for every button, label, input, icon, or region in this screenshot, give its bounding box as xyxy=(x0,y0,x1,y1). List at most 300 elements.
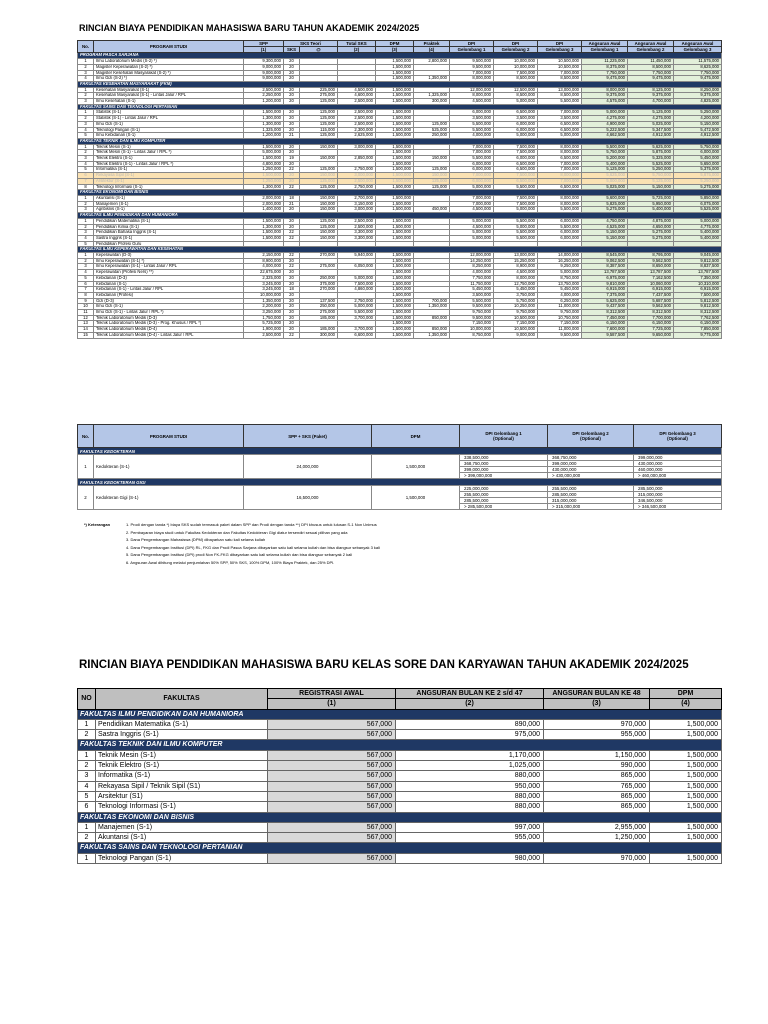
cell-value: 5,500,000 xyxy=(582,144,628,150)
header-no: No. xyxy=(78,425,94,448)
cell-value: 1,500,000 xyxy=(376,258,414,264)
cell-value: 7,000,000 xyxy=(538,70,582,76)
cell-value: 5,500,000 xyxy=(450,156,494,162)
header-angsuran-3: Angsuran Awal xyxy=(674,41,722,47)
cell-value: 1,500,000 xyxy=(650,853,722,863)
cell-value: 5,000,000 xyxy=(450,235,494,241)
cell-value: 2,955,000 xyxy=(544,822,650,832)
cell-value: 1,500,000 xyxy=(376,304,414,310)
header-angsuran-48: ANGSURAN BULAN KE 48 xyxy=(544,689,650,699)
cell-value: 1,500,000 xyxy=(376,235,414,241)
cell-value: 5,450,000 xyxy=(674,156,722,162)
cell-value: 1,500,000 xyxy=(376,156,414,162)
cell-value: 20 xyxy=(284,121,300,127)
cell-value: 5,000,000 xyxy=(538,133,582,139)
cell-value: 20 xyxy=(284,298,300,304)
cell-value: 13,000,000 xyxy=(494,253,538,259)
cell-value: 1,500,000 xyxy=(376,167,414,173)
cell-value: 12 xyxy=(78,315,94,321)
cell-value: 7,750,000 xyxy=(628,70,674,76)
cell-value: 8,312,500 xyxy=(582,310,628,316)
cell-value: 10,000,000 xyxy=(494,64,538,70)
table-row xyxy=(78,822,722,832)
cell-value: 5,725,000 xyxy=(628,195,674,201)
cell-value: 1,500,000 xyxy=(650,781,722,791)
program-name: Pendidikan Profesi Guru xyxy=(94,241,244,247)
cell-value: 5,275,000 xyxy=(628,235,674,241)
cell-value: 7,000,000 xyxy=(538,110,582,116)
cell-value: 450,000 xyxy=(414,207,450,213)
cell-value: 20 xyxy=(284,281,300,287)
cell-value: 975,000 xyxy=(396,730,544,740)
cell-value: 6,000,000 xyxy=(674,150,722,156)
program-name: Teknik Elektro (S-1) - Lintas Jalur / RPL *) xyxy=(94,161,244,167)
program-name: Kesehatan Masyarakat (S-1) xyxy=(94,87,244,93)
notes-label: *) Keterangan xyxy=(84,522,111,527)
cell-value: 1,350,000 xyxy=(414,332,450,338)
program-name: Ilmu Laboratorium Medis (S-2) *) xyxy=(94,59,244,65)
section-title: FAKULTAS ILMU PENDIDIKAN DAN HUMANIORA xyxy=(78,213,722,219)
cell-value: 10,250,000 xyxy=(494,304,538,310)
cell-value: 1 xyxy=(78,87,94,93)
cell-value: 22 xyxy=(284,167,300,173)
cell-value: 5,400,000 xyxy=(674,235,722,241)
cell-value: 5,812,500 xyxy=(674,298,722,304)
header-dpi-2: DPI xyxy=(494,41,538,47)
cell-value: 7,500,000 xyxy=(338,281,376,287)
cell-value: 2,500,000 xyxy=(338,224,376,230)
program-name: Ilmu Gizi (S-1) xyxy=(94,121,244,127)
dpi3-option: 285,500,000 xyxy=(634,486,722,492)
cell-value: 6,600,000 xyxy=(338,332,376,338)
dpi2-option: 399,000,000 xyxy=(548,461,634,467)
faculty-program: Pendidikan Matematika (S-1) xyxy=(96,719,268,729)
document-title: RINCIAN BIAYA PENDIDIKAN MAHASISWA BARU TAHUN AKADEMIK 2024/2025 xyxy=(79,23,420,33)
cell-value: 150,000 xyxy=(300,195,338,201)
dpm-value: 1,500,000 xyxy=(372,486,460,510)
cell-value: 990,000 xyxy=(544,761,650,771)
cell-value: 2,500,000 xyxy=(338,110,376,116)
cell-value: 7,000,000 xyxy=(450,201,494,207)
cell-value: 3 xyxy=(78,121,94,127)
cell-value: 9,000,000 xyxy=(244,64,284,70)
program-name: Pendidikan Matematika (S-1) xyxy=(94,218,244,224)
cell-value: 4,500,000 xyxy=(450,224,494,230)
cell-value: 9,475,000 xyxy=(674,76,722,82)
section-title: FAKULTAS TEKNIK DAN ILMU KOMPUTER xyxy=(78,740,722,750)
cell-value: 1,500,000 xyxy=(376,150,414,156)
cell-value: 4,775,000 xyxy=(674,224,722,230)
table-row xyxy=(78,802,722,812)
cell-value: 5,950,000 xyxy=(628,201,674,207)
spp-value: 24,000,000 xyxy=(244,455,372,479)
cell-value: 5,250,000 xyxy=(674,110,722,116)
cell-value: 4,500,000 xyxy=(494,270,538,276)
fee-table-regular xyxy=(77,40,722,339)
cell-value: 1,500,000 xyxy=(376,224,414,230)
cell-value: 20 xyxy=(284,173,300,179)
header-sks: SKS xyxy=(284,47,300,53)
program-name: Pendidikan Kimia (S-1) xyxy=(94,224,244,230)
cell-value: 8,000,000 xyxy=(450,93,494,99)
header-total-sks-sub: (2) xyxy=(338,47,376,53)
cell-value: 14 xyxy=(78,327,94,333)
cell-value: 11,000,000 xyxy=(538,327,582,333)
cell-value: 1,500,000 xyxy=(376,195,414,201)
cell-value: 8,545,000 xyxy=(582,253,628,259)
program-name: Magister Kesehatan Masyarakat (S-2) *) xyxy=(94,70,244,76)
cell-value: 1,500,000 xyxy=(376,110,414,116)
cell-value: 20 xyxy=(284,161,300,167)
cell-value: 4,200,000 xyxy=(674,116,722,122)
cell-value: 19 xyxy=(284,156,300,162)
note-item: 1. Prodi dengan tanda *) biaya SKS sudah termasuk paket dalam SPP dan Prodi dengan tanda **) DPI khusus untuk lulusan S-1 Non Unimus xyxy=(126,522,377,527)
cell-value: 4,275,000 xyxy=(628,116,674,122)
program-name: Agribisnis (S-1) xyxy=(94,207,244,213)
cell-value: 6,915,000 xyxy=(582,287,628,293)
cell-value: 20 xyxy=(284,116,300,122)
cell-value: 22 xyxy=(284,184,300,190)
cell-value: 2 xyxy=(78,93,94,99)
cell-value: 375,000 xyxy=(300,281,338,287)
cell-value: 567,000 xyxy=(268,853,396,863)
cell-value: 5,500,000 xyxy=(538,224,582,230)
program-name: Teknik Mesin (S-1) xyxy=(94,144,244,150)
cell-value: 20 xyxy=(284,99,300,105)
cell-value: 9,750,000 xyxy=(450,310,494,316)
cell-value: 6,000,000 xyxy=(538,230,582,236)
cell-value: 20 xyxy=(284,70,300,76)
cell-value: 9,045,000 xyxy=(674,253,722,259)
cell-value: 8,500,000 xyxy=(494,76,538,82)
cell-value: 8,387,500 xyxy=(582,264,628,270)
cell-value: 1,500,000 xyxy=(244,144,284,150)
cell-value: 890,000 xyxy=(396,719,544,729)
cell-value: 7,350,000 xyxy=(674,275,722,281)
cell-value: 12,500,000 xyxy=(494,87,538,93)
cell-value: 9,562,500 xyxy=(628,304,674,310)
cell-value: 20 xyxy=(284,304,300,310)
cell-value: 1,500,000 xyxy=(376,184,414,190)
cell-value: 1,500,000 xyxy=(650,730,722,740)
cell-value: 9 xyxy=(78,298,94,304)
cell-value: 5 xyxy=(78,241,94,247)
cell-value: 1 xyxy=(78,218,94,224)
cell-value: 1,500,000 xyxy=(376,201,414,207)
cell-value: 5,725,000 xyxy=(244,321,284,327)
cell-value: 20 xyxy=(284,315,300,321)
cell-value: 5,250,000 xyxy=(674,178,722,184)
cell-value: 1,500,000 xyxy=(376,87,414,93)
cell-value: 7,000,000 xyxy=(450,150,494,156)
cell-value: 7,750,000 xyxy=(674,70,722,76)
cell-value: 4 xyxy=(78,235,94,241)
cell-value: 5,150,000 xyxy=(582,230,628,236)
cell-value: 125,000 xyxy=(300,99,338,105)
cell-value: 1,500,000 xyxy=(376,281,414,287)
cell-value: 955,000 xyxy=(396,833,544,843)
cell-value: 980,000 xyxy=(396,853,544,863)
program-name: Ilmu Keperawatan (S-1) - Lintas Jalur / RPL xyxy=(94,264,244,270)
cell-value: 20 xyxy=(284,310,300,316)
faculty-program: Sastra Inggris (S-1) xyxy=(96,730,268,740)
cell-value: 20 xyxy=(284,224,300,230)
cell-value: 1 xyxy=(78,719,96,729)
cell-value: 6,975,000 xyxy=(582,275,628,281)
cell-value: 850,000 xyxy=(414,315,450,321)
cell-value: 7,500,000 xyxy=(494,201,538,207)
cell-value: 8,500,000 xyxy=(494,93,538,99)
cell-value: 1,200,000 xyxy=(244,99,284,105)
cell-value: 13,000,000 xyxy=(538,87,582,93)
cell-value: 1,500,000 xyxy=(376,133,414,139)
cell-value: 7,500,000 xyxy=(494,70,538,76)
cell-value: 6 xyxy=(78,281,94,287)
cell-value: 1 xyxy=(78,253,94,259)
cell-value: 567,000 xyxy=(268,730,396,740)
cell-value: 6,500,000 xyxy=(538,127,582,133)
cell-value: 1,500,000 xyxy=(650,771,722,781)
cell-value: 8 xyxy=(78,184,94,190)
cell-value: 4,500,000 xyxy=(450,99,494,105)
cell-value: 10,500,000 xyxy=(538,59,582,65)
cell-value: 15,250,000 xyxy=(494,258,538,264)
cell-value: 7,500,000 xyxy=(494,173,538,179)
cell-value: 7,375,000 xyxy=(582,292,628,298)
cell-value: 5,150,000 xyxy=(582,235,628,241)
cell-value: 9,500,000 xyxy=(450,59,494,65)
program-name: Keperawatan (D-3) xyxy=(94,253,244,259)
cell-value: 115,000 xyxy=(300,127,338,133)
cell-value: 275,000 xyxy=(300,310,338,316)
cell-value: 9,375,000 xyxy=(628,93,674,99)
cell-value: 1,500,000 xyxy=(376,59,414,65)
cell-value: 8,312,500 xyxy=(628,310,674,316)
cell-value: 1,400,000 xyxy=(244,207,284,213)
cell-value: 4,860,000 xyxy=(338,287,376,293)
cell-value: 12,000,000 xyxy=(450,253,494,259)
program-name: Teknologi Informasi (S-1) xyxy=(94,184,244,190)
cell-value: 4,525,000 xyxy=(582,224,628,230)
cell-value: 6,000,000 xyxy=(538,218,582,224)
cell-value: 5,472,500 xyxy=(674,127,722,133)
cell-value: 11,000,000 xyxy=(538,304,582,310)
cell-value: 6,000,000 xyxy=(450,161,494,167)
cell-value: 4,750,000 xyxy=(582,218,628,224)
program-name: Teknik Laboratorium Medik (D-3) xyxy=(94,315,244,321)
cell-value: 7,000,000 xyxy=(538,178,582,184)
cell-value: 3 xyxy=(78,264,94,270)
header-dpi-3: DPI xyxy=(538,41,582,47)
cell-value: 5,875,000 xyxy=(674,173,722,179)
cell-value: 1,750,000 xyxy=(244,315,284,321)
cell-value: 10,060,000 xyxy=(628,281,674,287)
cell-value: 1 xyxy=(78,59,94,65)
cell-value: 125,000 xyxy=(414,167,450,173)
cell-value: 1,500,000 xyxy=(376,127,414,133)
program-name: Arsitektur (S-1) xyxy=(94,178,244,184)
cell-value: 185,000 xyxy=(300,327,338,333)
cell-value: 5,000,000 xyxy=(494,133,538,139)
cell-value: 6,915,000 xyxy=(674,287,722,293)
cell-value: 9,000,000 xyxy=(494,332,538,338)
cell-value: 5,940,000 xyxy=(338,253,376,259)
cell-value: 1,325,000 xyxy=(244,127,284,133)
program-name: Kebidanan (S-1) - Lintas Jalur / RPL xyxy=(94,287,244,293)
cell-value: 2,500,000 xyxy=(338,116,376,122)
dpi3-option: > 460,000,000 xyxy=(634,473,722,479)
cell-value: 150,000 xyxy=(300,173,338,179)
dpi1-option: 255,500,000 xyxy=(460,492,548,498)
header-praktek-sub: (4) xyxy=(414,47,450,53)
cell-value: 6,000,000 xyxy=(494,121,538,127)
cell-value: 3,500,000 xyxy=(538,116,582,122)
section-row xyxy=(78,740,722,750)
cell-value: 700,000 xyxy=(414,298,450,304)
cell-value: 5,750,000 xyxy=(674,144,722,150)
cell-value: 1,500,000 xyxy=(376,327,414,333)
cell-value: 250,000 xyxy=(414,133,450,139)
header-angsuran-2-sub: Gelombang 2 xyxy=(628,47,674,53)
cell-value: 1,500,000 xyxy=(376,321,414,327)
cell-value: 4,800,000 xyxy=(244,161,284,167)
cell-value: 8,000,000 xyxy=(582,87,628,93)
cell-value: 6,500,000 xyxy=(494,110,538,116)
cell-value: 8,125,000 xyxy=(628,87,674,93)
cell-value: 5,500,000 xyxy=(494,230,538,236)
cell-value: 525,000 xyxy=(414,127,450,133)
table-row xyxy=(78,761,722,771)
header-dpi-3: DPI Gelombang 3 (Optional) xyxy=(634,425,722,448)
cell-value: 865,000 xyxy=(544,771,650,781)
table-row xyxy=(78,750,722,760)
dpi2-option: 368,750,000 xyxy=(548,455,634,461)
cell-value: 3,000,000 xyxy=(338,173,376,179)
cell-value: 1,300,000 xyxy=(244,116,284,122)
cell-value: 22 xyxy=(284,235,300,241)
cell-value: 4 xyxy=(78,270,94,276)
cell-value: 7,150,000 xyxy=(538,321,582,327)
cell-value: 1,500,000 xyxy=(650,719,722,729)
cell-value: 4,275,000 xyxy=(582,116,628,122)
dpi3-option: 315,000,000 xyxy=(634,492,722,498)
cell-value: 7,500,000 xyxy=(674,292,722,298)
cell-value: 5,150,000 xyxy=(628,184,674,190)
cell-value: 6,500,000 xyxy=(538,121,582,127)
dpi1-option: > 285,500,000 xyxy=(460,504,548,510)
cell-value: 1,300,000 xyxy=(244,224,284,230)
cell-value: 7,000,000 xyxy=(538,161,582,167)
header-dpm-sub: (3) xyxy=(376,47,414,53)
cell-value: 7,150,000 xyxy=(494,321,538,327)
cell-value: 1,500,000 xyxy=(376,93,414,99)
cell-value: 9,475,000 xyxy=(582,76,628,82)
cell-value: 1,500,000 xyxy=(376,218,414,224)
cell-value: 9,812,500 xyxy=(674,304,722,310)
cell-value: 4,000,000 xyxy=(538,292,582,298)
section-title: FAKULTAS EKONOMI DAN BISNIS xyxy=(78,812,722,822)
cell-value: 6 xyxy=(78,802,96,812)
cell-value: 1,250,000 xyxy=(244,178,284,184)
cell-value: 5,000,000 xyxy=(450,230,494,236)
cell-value: 3,245,000 xyxy=(244,287,284,293)
cell-value: 125,000 xyxy=(300,178,338,184)
cell-value: 5,325,000 xyxy=(628,156,674,162)
cell-value: 250,000 xyxy=(300,275,338,281)
table-row xyxy=(78,730,722,740)
cell-value: 1 xyxy=(78,110,94,116)
cell-value: 20 xyxy=(284,207,300,213)
cell-value: 7,000,000 xyxy=(450,195,494,201)
cell-value: 4,000,000 xyxy=(244,264,284,270)
cell-value: 1,500,000 xyxy=(376,116,414,122)
cell-value: 5 xyxy=(78,133,94,139)
cell-value: 5,450,000 xyxy=(450,287,494,293)
dpi3-option: 430,000,000 xyxy=(634,461,722,467)
cell-value: 7,000,000 xyxy=(450,173,494,179)
cell-value: 8,795,000 xyxy=(628,253,674,259)
cell-value: 10,310,000 xyxy=(674,281,722,287)
cell-value: 9,500,000 xyxy=(538,332,582,338)
cell-value: 1,500,000 xyxy=(376,121,414,127)
dpm-value: 1,500,000 xyxy=(372,455,460,479)
cell-value: 5,347,500 xyxy=(628,127,674,133)
cell-value: 125,000 xyxy=(300,167,338,173)
cell-value: 9,500,000 xyxy=(450,304,494,310)
cell-value: 1,250,000 xyxy=(544,833,650,843)
cell-value: 5,750,000 xyxy=(582,150,628,156)
cell-value: 8,750,000 xyxy=(538,275,582,281)
cell-value: 11,450,000 xyxy=(628,59,674,65)
section-title: FAKULTAS KEDOKTERAN GIGI xyxy=(78,479,722,486)
cell-value: 7,500,000 xyxy=(494,150,538,156)
cell-value: 5,750,000 xyxy=(628,173,674,179)
cell-value: 5,000,000 xyxy=(450,218,494,224)
cell-value: 5,600,000 xyxy=(582,195,628,201)
row-number: 2 xyxy=(78,486,94,510)
cell-value: 6,500,000 xyxy=(494,178,538,184)
cell-value: 2,850,000 xyxy=(338,156,376,162)
cell-value: 2,150,000 xyxy=(244,253,284,259)
cell-value: 1,200,000 xyxy=(244,133,284,139)
cell-value: 4,912,500 xyxy=(628,133,674,139)
cell-value: 567,000 xyxy=(268,822,396,832)
cell-value: 6,915,000 xyxy=(628,287,674,293)
cell-value: 2,500,000 xyxy=(338,99,376,105)
cell-value: 4,500,000 xyxy=(450,207,494,213)
cell-value: 270,000 xyxy=(300,287,338,293)
cell-value: 8,000,000 xyxy=(450,76,494,82)
cell-value: 5,222,500 xyxy=(582,127,628,133)
header-total-sks: Total SKS xyxy=(338,41,376,47)
cell-value: 10,500,000 xyxy=(494,315,538,321)
header-program-studi: PROGRAM STUDI xyxy=(94,425,244,448)
dpi1-option: 338,500,000 xyxy=(460,455,548,461)
cell-value: 4,500,000 xyxy=(338,87,376,93)
cell-value: 1,500,000 xyxy=(376,64,414,70)
program-name: Manajemen (S-1) xyxy=(94,201,244,207)
cell-value: 11 xyxy=(78,310,94,316)
header-registrasi: REGISTRASI AWAL xyxy=(268,689,396,699)
faculty-program: Teknologi Pangan (S-1) xyxy=(96,853,268,863)
cell-value: 1,500,000 xyxy=(376,207,414,213)
program-name: Sastra Inggris (S-1) xyxy=(94,235,244,241)
cell-value: 125,000 xyxy=(300,121,338,127)
header-dpm: DPM xyxy=(650,689,722,699)
spp-value: 16,500,000 xyxy=(244,486,372,510)
program-name: Teknik Laboratorium Medik (D-4) xyxy=(94,327,244,333)
cell-value: 1,500,000 xyxy=(244,230,284,236)
